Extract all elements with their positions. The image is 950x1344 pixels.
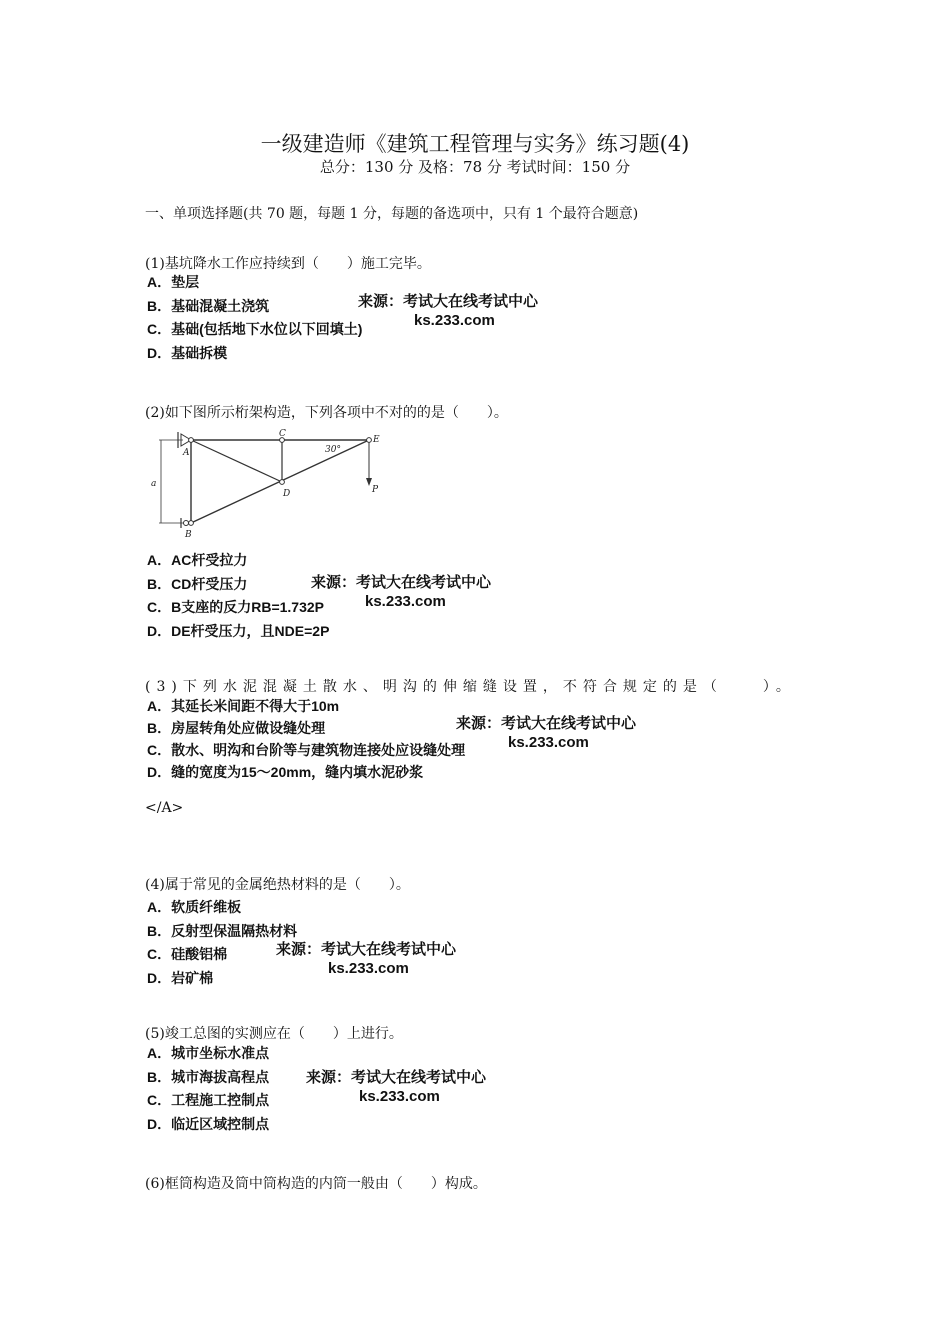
question-5-stem: (5)竣工总图的实测应在（ ）上进行。 (145, 1026, 403, 1042)
question-1-options (147, 271, 362, 365)
question-6-stem: (6)框筒构造及筒中筒构造的内筒一般由（ ）构成。 (145, 1176, 487, 1192)
watermark-url: ks.233.com (508, 734, 589, 751)
watermark-url: ks.233.com (365, 593, 446, 610)
option-a: A．AC杆受拉力 (147, 552, 248, 568)
stray-tag-text: </A> (145, 800, 184, 816)
watermark-source: 来源：考试大在线考试中心 (456, 715, 637, 732)
watermark (311, 573, 491, 611)
option-c: C．工程施工控制点 (147, 1092, 270, 1108)
option-a: A．城市坐标水准点 (147, 1045, 270, 1061)
watermark-url: ks.233.com (328, 960, 409, 977)
question-3-options (147, 695, 465, 783)
question-1-stem: (1)基坑降水工作应持续到（ ）施工完毕。 (145, 256, 431, 272)
watermark-url: ks.233.com (414, 312, 495, 329)
exam-subtitle: 总分：130 分 及格：78 分 考试时间：150 分 (319, 158, 631, 176)
watermark-source: 来源：考试大在线考试中心 (306, 1069, 487, 1086)
option-d: D．岩矿棉 (147, 969, 214, 986)
option-b: B．城市海拔高程点 (147, 1068, 270, 1085)
load-label-p: P (372, 485, 379, 495)
node-label-a: A (183, 448, 190, 458)
question-2-options (147, 549, 329, 643)
exam-title: 一级建造师《建筑工程管理与实务》练习题(4) (260, 132, 690, 156)
watermark-source: 来源：考试大在线考试中心 (276, 941, 457, 958)
angle-label: 30° (325, 445, 341, 455)
node-label-e: E (373, 435, 380, 445)
dimension-label: a (151, 479, 157, 489)
option-a: A．其延长米间距不得大于10m (147, 698, 340, 714)
option-d: D．DE杆受压力，且NDE=2P (147, 622, 330, 639)
watermark-source: 来源：考试大在线考试中心 (311, 574, 492, 591)
watermark (456, 714, 636, 752)
watermark (276, 940, 456, 978)
question-3-stem: (3)下列水泥混凝土散水、明沟的伸缩缝设置，不符合规定的是（ ）。 (145, 679, 796, 695)
watermark (306, 1068, 486, 1106)
option-c: C．基础(包括地下水位以下回填土) (147, 321, 363, 337)
option-c: C．散水、明沟和台阶等与建筑物连接处应设缝处理 (147, 742, 466, 758)
watermark-url: ks.233.com (359, 1088, 440, 1105)
option-b: B．基础混凝土浇筑 (147, 297, 270, 314)
option-b: B．房屋转角处应做设缝处理 (147, 720, 326, 736)
node-label-c: C (279, 429, 286, 439)
node-label-d: D (283, 489, 291, 499)
option-a: A．软质纤维板 (147, 899, 242, 915)
question-4-options (147, 896, 297, 990)
option-b: B．反射型保温隔热材料 (147, 922, 298, 939)
option-d: D．缝的宽度为15～20mm，缝内填水泥砂浆 (147, 764, 424, 780)
option-a: A．垫层 (147, 274, 200, 290)
option-b: B．CD杆受压力 (147, 575, 248, 592)
question-2-stem: (2)如下图所示桁架构造，下列各项中不对的的是（ ）。 (145, 405, 508, 421)
option-c: C．硅酸铝棉 (147, 946, 228, 962)
watermark (358, 292, 538, 330)
watermark-source: 来源：考试大在线考试中心 (358, 293, 539, 310)
question-5-options (147, 1042, 269, 1136)
node-label-b: B (185, 530, 192, 540)
option-d: D．基础拆模 (147, 344, 228, 361)
option-d: D．临近区域控制点 (147, 1115, 270, 1132)
option-c: C．B支座的反力RB=1.732P (147, 599, 324, 615)
truss-figure (145, 428, 385, 543)
section-heading: 一、单项选择题(共 70 题，每题 1 分，每题的备选项中，只有 1 个最符合题意) (145, 206, 639, 222)
question-4-stem: (4)属于常见的金属绝热材料的是（ ）。 (145, 877, 410, 893)
